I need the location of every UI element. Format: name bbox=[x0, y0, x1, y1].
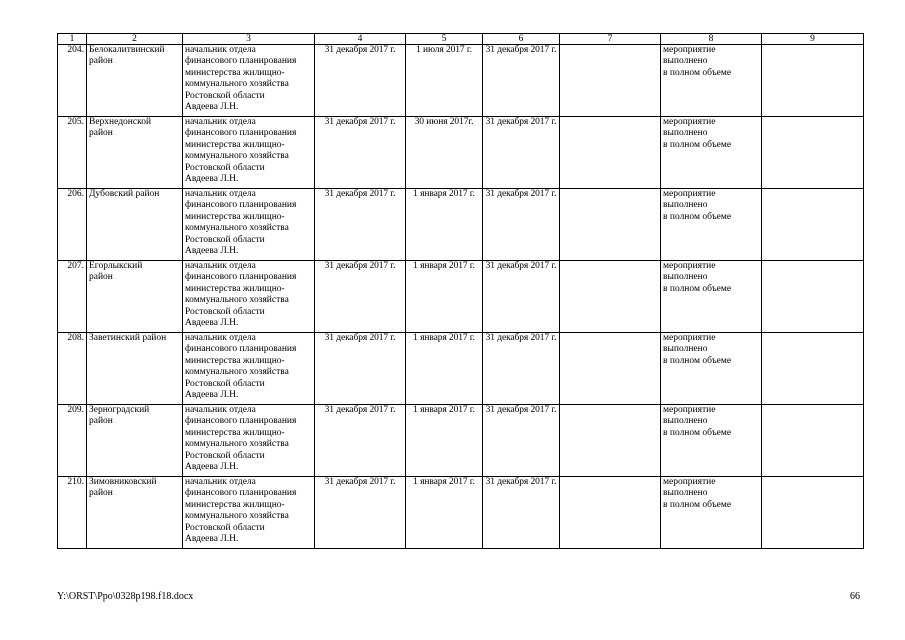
responsible-line: коммунального хозяйства bbox=[185, 511, 289, 522]
responsible-line: Авдеева Л.Н. bbox=[185, 534, 239, 545]
empty-cell-col7 bbox=[560, 333, 661, 405]
column-header: 4 bbox=[315, 34, 406, 45]
date-cell-col5: 1 января 2017 г. bbox=[406, 405, 483, 477]
column-header: 2 bbox=[87, 34, 183, 45]
responsible-cell bbox=[183, 261, 315, 333]
result-line: выполнено bbox=[663, 128, 708, 139]
table-row bbox=[58, 405, 864, 477]
district-line: Верхнедонской bbox=[89, 117, 152, 127]
responsible-line: министерства жилищно- bbox=[185, 355, 285, 366]
result-cell bbox=[661, 477, 762, 549]
responsible-line: финансового планирования bbox=[185, 128, 297, 139]
date-cell-col6: 31 декабря 2017 г. bbox=[483, 117, 560, 189]
column-header: 8 bbox=[661, 34, 762, 45]
footer-file-path: Y:\ORST\Ppo\0328p198.f18.docx bbox=[57, 591, 194, 602]
empty-cell-col9 bbox=[762, 333, 864, 405]
result-line: мероприятие bbox=[663, 189, 716, 199]
responsible-line: Авдеева Л.Н. bbox=[185, 390, 239, 401]
column-header: 3 bbox=[183, 34, 315, 45]
responsible-cell bbox=[183, 189, 315, 261]
result-cell bbox=[661, 333, 762, 405]
responsible-line: финансового планирования bbox=[185, 344, 297, 355]
result-cell bbox=[661, 117, 762, 189]
responsible-line: коммунального хозяйства bbox=[185, 151, 289, 162]
empty-cell-col9 bbox=[762, 189, 864, 261]
responsible-line: Авдеева Л.Н. bbox=[185, 102, 239, 113]
column-header: 9 bbox=[762, 34, 864, 45]
date-cell-col6: 31 декабря 2017 г. bbox=[483, 45, 560, 117]
responsible-line: финансового планирования bbox=[185, 272, 297, 283]
district-line: район bbox=[89, 128, 113, 139]
responsible-line: министерства жилищно- bbox=[185, 499, 285, 510]
result-line: в полном объеме bbox=[663, 67, 732, 78]
district-line: район bbox=[89, 416, 113, 427]
date-cell-col5: 30 июня 2017г. bbox=[406, 117, 483, 189]
column-header: 7 bbox=[560, 34, 661, 45]
responsible-cell bbox=[183, 333, 315, 405]
district-cell bbox=[87, 405, 183, 477]
table-row bbox=[58, 261, 864, 333]
column-header: 5 bbox=[406, 34, 483, 45]
date-cell-col6: 31 декабря 2017 г. bbox=[483, 333, 560, 405]
responsible-line: начальник отдела bbox=[185, 189, 256, 199]
result-line: в полном объеме bbox=[663, 355, 732, 366]
table-row bbox=[58, 477, 864, 549]
result-line: выполнено bbox=[663, 200, 708, 211]
date-cell-col4: 31 декабря 2017 г. bbox=[315, 477, 406, 549]
date-cell-col5: 1 января 2017 г. bbox=[406, 261, 483, 333]
row-number: 208. bbox=[58, 333, 87, 405]
date-cell-col4: 31 декабря 2017 г. bbox=[315, 261, 406, 333]
responsible-line: Ростовской области bbox=[185, 162, 265, 173]
responsible-line: начальник отдела bbox=[185, 477, 256, 487]
responsible-line: министерства жилищно- bbox=[185, 427, 285, 438]
date-cell-col5: 1 января 2017 г. bbox=[406, 477, 483, 549]
district-line: Егорлыкский bbox=[89, 261, 143, 271]
data-table bbox=[57, 33, 864, 549]
district-line: район bbox=[89, 56, 113, 67]
empty-cell-col7 bbox=[560, 477, 661, 549]
date-cell-col4: 31 декабря 2017 г. bbox=[315, 333, 406, 405]
responsible-line: финансового планирования bbox=[185, 488, 297, 499]
empty-cell-col7 bbox=[560, 405, 661, 477]
responsible-line: министерства жилищно- bbox=[185, 283, 285, 294]
empty-cell-col7 bbox=[560, 45, 661, 117]
result-line: в полном объеме bbox=[663, 283, 732, 294]
responsible-line: финансового планирования bbox=[185, 200, 297, 211]
responsible-line: финансового планирования bbox=[185, 56, 297, 67]
date-cell-col5: 1 июля 2017 г. bbox=[406, 45, 483, 117]
result-line: выполнено bbox=[663, 416, 708, 427]
footer-page-number: 66 bbox=[850, 591, 860, 602]
empty-cell-col7 bbox=[560, 189, 661, 261]
responsible-line: начальник отдела bbox=[185, 405, 256, 415]
row-number: 210. bbox=[58, 477, 87, 549]
responsible-line: коммунального хозяйства bbox=[185, 295, 289, 306]
empty-cell-col7 bbox=[560, 117, 661, 189]
row-number: 209. bbox=[58, 405, 87, 477]
date-cell-col5: 1 января 2017 г. bbox=[406, 189, 483, 261]
district-line: район bbox=[89, 488, 113, 499]
responsible-cell bbox=[183, 117, 315, 189]
table-row bbox=[58, 333, 864, 405]
result-line: мероприятие bbox=[663, 333, 716, 343]
responsible-line: Авдеева Л.Н. bbox=[185, 462, 239, 473]
result-cell bbox=[661, 261, 762, 333]
responsible-line: Ростовской области bbox=[185, 306, 265, 317]
result-line: в полном объеме bbox=[663, 139, 732, 150]
result-line: мероприятие bbox=[663, 45, 716, 55]
result-line: выполнено bbox=[663, 488, 708, 499]
district-line: район bbox=[89, 272, 113, 283]
responsible-line: начальник отдела bbox=[185, 333, 256, 343]
table-row bbox=[58, 189, 864, 261]
responsible-cell bbox=[183, 477, 315, 549]
responsible-line: финансового планирования bbox=[185, 416, 297, 427]
date-cell-col6: 31 декабря 2017 г. bbox=[483, 477, 560, 549]
responsible-line: министерства жилищно- bbox=[185, 67, 285, 78]
row-number: 204. bbox=[58, 45, 87, 117]
district-cell bbox=[87, 45, 183, 117]
empty-cell-col9 bbox=[762, 45, 864, 117]
date-cell-col4: 31 декабря 2017 г. bbox=[315, 117, 406, 189]
column-header: 1 bbox=[58, 34, 87, 45]
result-line: выполнено bbox=[663, 56, 708, 67]
table-row bbox=[58, 45, 864, 117]
responsible-line: министерства жилищно- bbox=[185, 139, 285, 150]
date-cell-col4: 31 декабря 2017 г. bbox=[315, 45, 406, 117]
date-cell-col5: 1 января 2017 г. bbox=[406, 333, 483, 405]
district-line: Зимовниковский bbox=[89, 477, 157, 487]
responsible-line: коммунального хозяйства bbox=[185, 223, 289, 234]
result-line: мероприятие bbox=[663, 261, 716, 271]
district-line: Зерноградский bbox=[89, 405, 150, 415]
district-line: Белокалитвинский bbox=[89, 45, 165, 55]
responsible-cell bbox=[183, 405, 315, 477]
district-cell bbox=[87, 117, 183, 189]
responsible-line: Ростовской области bbox=[185, 522, 265, 533]
responsible-line: начальник отдела bbox=[185, 117, 256, 127]
district-cell bbox=[87, 333, 183, 405]
row-number: 207. bbox=[58, 261, 87, 333]
result-line: выполнено bbox=[663, 272, 708, 283]
empty-cell-col9 bbox=[762, 261, 864, 333]
district-cell bbox=[87, 189, 183, 261]
result-line: мероприятие bbox=[663, 117, 716, 127]
responsible-line: Авдеева Л.Н. bbox=[185, 246, 239, 257]
header-row bbox=[58, 34, 864, 45]
date-cell-col6: 31 декабря 2017 г. bbox=[483, 405, 560, 477]
responsible-line: Авдеева Л.Н. bbox=[185, 318, 239, 329]
responsible-line: Авдеева Л.Н. bbox=[185, 174, 239, 185]
date-cell-col4: 31 декабря 2017 г. bbox=[315, 405, 406, 477]
district-line: Дубовский район bbox=[89, 189, 160, 199]
column-header: 6 bbox=[483, 34, 560, 45]
result-cell bbox=[661, 189, 762, 261]
date-cell-col4: 31 декабря 2017 г. bbox=[315, 189, 406, 261]
date-cell-col6: 31 декабря 2017 г. bbox=[483, 189, 560, 261]
responsible-line: коммунального хозяйства bbox=[185, 79, 289, 90]
row-number: 205. bbox=[58, 117, 87, 189]
result-line: мероприятие bbox=[663, 405, 716, 415]
responsible-cell bbox=[183, 45, 315, 117]
result-line: в полном объеме bbox=[663, 427, 732, 438]
result-cell bbox=[661, 45, 762, 117]
empty-cell-col9 bbox=[762, 117, 864, 189]
table-body bbox=[58, 45, 864, 549]
responsible-line: Ростовской области bbox=[185, 378, 265, 389]
responsible-line: коммунального хозяйства bbox=[185, 439, 289, 450]
responsible-line: Ростовской области bbox=[185, 234, 265, 245]
row-number: 206. bbox=[58, 189, 87, 261]
table-row bbox=[58, 117, 864, 189]
district-line: Заветинский район bbox=[89, 333, 167, 343]
date-cell-col6: 31 декабря 2017 г. bbox=[483, 261, 560, 333]
responsible-line: начальник отдела bbox=[185, 261, 256, 271]
responsible-line: Ростовской области bbox=[185, 450, 265, 461]
responsible-line: Ростовской области bbox=[185, 90, 265, 101]
responsible-line: министерства жилищно- bbox=[185, 211, 285, 222]
result-line: в полном объеме bbox=[663, 211, 732, 222]
empty-cell-col7 bbox=[560, 261, 661, 333]
empty-cell-col9 bbox=[762, 405, 864, 477]
empty-cell-col9 bbox=[762, 477, 864, 549]
result-line: в полном объеме bbox=[663, 499, 732, 510]
responsible-line: начальник отдела bbox=[185, 45, 256, 55]
result-line: мероприятие bbox=[663, 477, 716, 487]
district-cell bbox=[87, 477, 183, 549]
result-line: выполнено bbox=[663, 344, 708, 355]
result-cell bbox=[661, 405, 762, 477]
responsible-line: коммунального хозяйства bbox=[185, 367, 289, 378]
district-cell bbox=[87, 261, 183, 333]
